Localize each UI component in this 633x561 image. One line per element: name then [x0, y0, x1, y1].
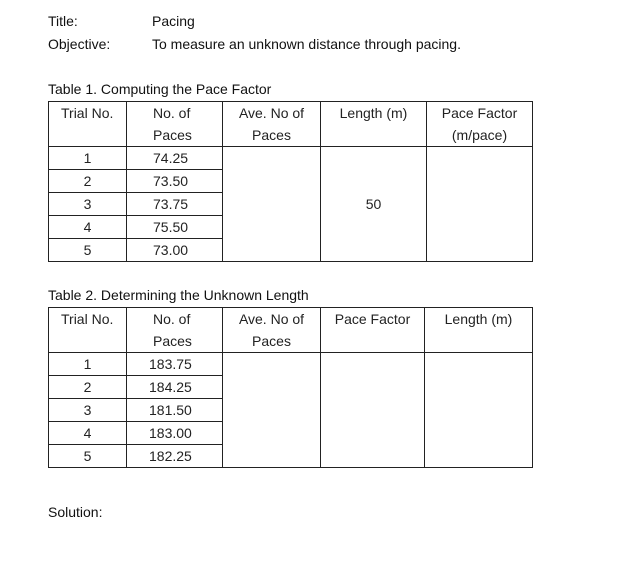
header-cell: Length (m) [321, 102, 427, 147]
paces-cell: 184.25 [127, 376, 223, 399]
paces-cell: 74.25 [127, 147, 223, 170]
table-header-row [49, 308, 533, 353]
table-row [49, 353, 533, 376]
paces-cell: 183.75 [127, 353, 223, 376]
unknown-length-table [48, 307, 533, 468]
paces-cell: 183.00 [127, 422, 223, 445]
pace-factor-table [48, 101, 533, 262]
header-cell: Trial No. [49, 308, 127, 353]
trial-cell: 5 [49, 239, 127, 262]
trial-cell: 1 [49, 353, 127, 376]
header-cell: Pace Factor [321, 308, 425, 353]
length-value: 50 [365, 196, 382, 212]
pace-factor-cell [321, 353, 425, 468]
title-label: Title: [48, 13, 78, 29]
paces-cell: 75.50 [127, 216, 223, 239]
paces-cell: 182.25 [127, 445, 223, 468]
table1-caption: Table 1. Computing the Pace Factor [48, 81, 272, 97]
trial-cell: 4 [49, 216, 127, 239]
paces-cell: 73.75 [127, 193, 223, 216]
objective-value: To measure an unknown distance through pacing. [152, 36, 461, 52]
trial-cell: 3 [49, 399, 127, 422]
solution-label: Solution: [48, 504, 103, 520]
header-cell: No. of Paces [127, 308, 223, 353]
table-header-row [49, 102, 533, 147]
paces-cell: 73.50 [127, 170, 223, 193]
paces-cell: 181.50 [127, 399, 223, 422]
trial-cell: 2 [49, 170, 127, 193]
title-value: Pacing [152, 13, 195, 29]
trial-cell: 2 [49, 376, 127, 399]
header-cell: Trial No. [49, 102, 127, 147]
trial-cell: 4 [49, 422, 127, 445]
trial-cell: 3 [49, 193, 127, 216]
length-cell [425, 353, 533, 468]
trial-cell: 1 [49, 147, 127, 170]
objective-label: Objective: [48, 36, 111, 52]
paces-cell: 73.00 [127, 239, 223, 262]
pace-factor-cell [427, 147, 533, 262]
header-cell: Ave. No of Paces [223, 308, 321, 353]
average-paces-cell [223, 147, 321, 262]
header-cell: No. of Paces [127, 102, 223, 147]
header-cell: Ave. No of Paces [223, 102, 321, 147]
header-cell: Length (m) [425, 308, 533, 353]
trial-cell: 5 [49, 445, 127, 468]
header-cell: Pace Factor (m/pace) [427, 102, 533, 147]
average-paces-cell [223, 353, 321, 468]
length-cell [321, 147, 427, 262]
table-row [49, 147, 533, 170]
table2-caption: Table 2. Determining the Unknown Length [48, 287, 309, 303]
